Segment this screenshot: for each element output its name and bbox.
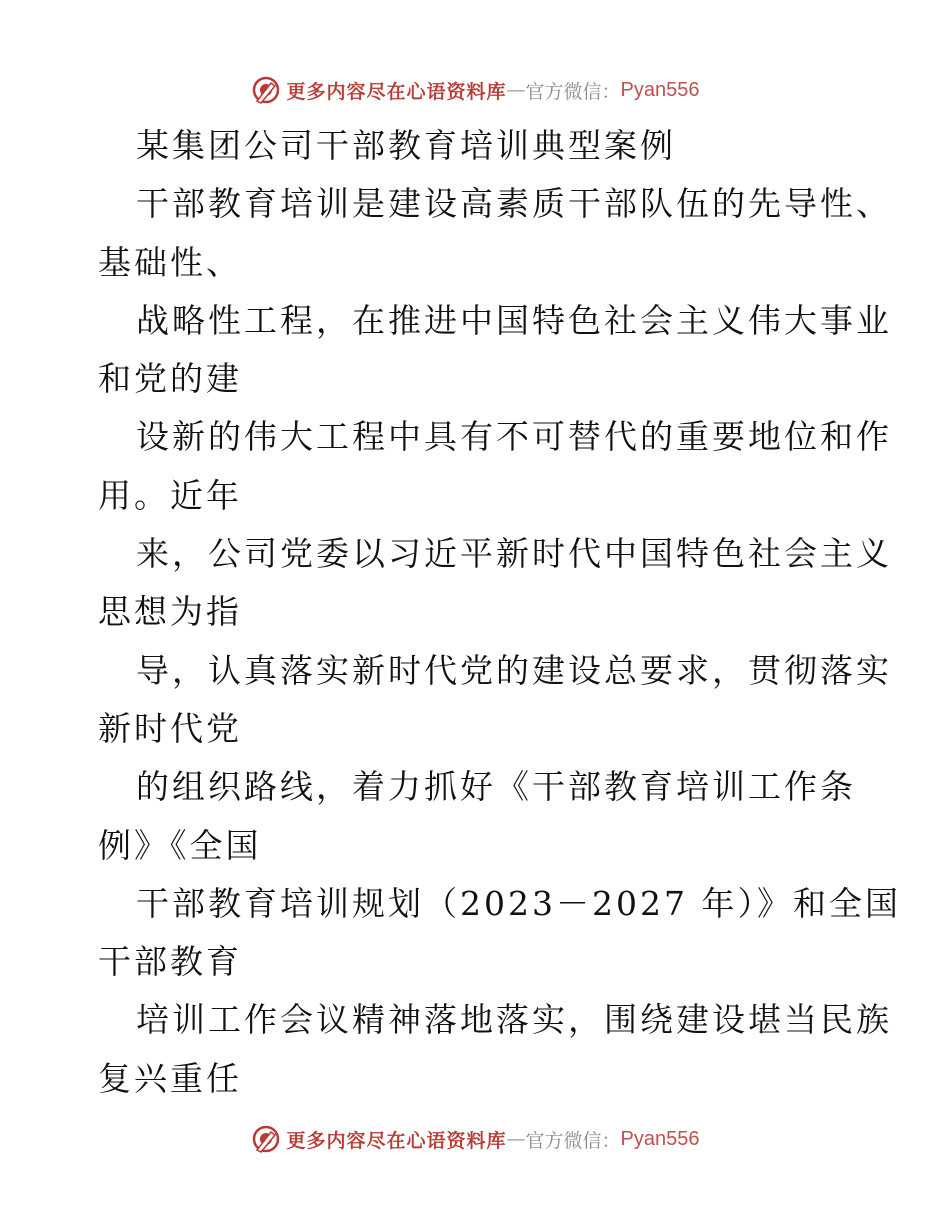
paragraph-line: 例》《全国 (98, 825, 262, 865)
paragraph-line: 的组织路线，着力抓好《干部教育培训工作条 (136, 767, 856, 807)
banner-dash: — (506, 79, 526, 101)
wechat-label: 官方微信： (525, 1129, 621, 1152)
paragraph-line: 战略性工程，在推进中国特色社会主义伟大事业 (136, 300, 892, 340)
pen-logo-icon (251, 1124, 281, 1154)
banner-dash: — (506, 1128, 526, 1150)
wechat-id: Pyan556 (620, 1127, 700, 1150)
paragraph-line: 基础性、 (98, 242, 242, 282)
wechat-label: 官方微信： (525, 80, 621, 103)
paragraph-line: 复兴重任 (98, 1058, 242, 1098)
paragraph-line: 干部教育培训规划（2023－2027 年）》和全国 (136, 883, 901, 923)
wechat-id: Pyan556 (620, 78, 700, 101)
paragraph-line: 导，认真落实新时代党的建设总要求，贯彻落实 (136, 650, 892, 690)
paragraph-line: 干部教育培训是建设高素质干部队伍的先导性、 (136, 184, 892, 224)
promo-text: 更多内容尽在心语资料库 (286, 1129, 507, 1152)
paragraph-line: 干部教育 (98, 942, 242, 982)
paragraph-line: 来，公司党委以习近平新时代中国特色社会主义 (136, 534, 892, 574)
footer-watermark-banner (0, 1119, 950, 1159)
paragraph-line: 设新的伟大工程中具有不可替代的重要地位和作 (136, 417, 892, 457)
paragraph-line: 和党的建 (98, 359, 242, 399)
paragraph-line: 用。近年 (98, 475, 242, 515)
header-watermark-banner (0, 70, 950, 110)
paragraph-line: 思想为指 (98, 592, 242, 632)
document-body (98, 117, 901, 1108)
pen-logo-icon (251, 75, 281, 105)
document-title: 某集团公司干部教育培训典型案例 (136, 126, 676, 165)
promo-text: 更多内容尽在心语资料库 (286, 80, 507, 103)
paragraph-line: 新时代党 (98, 708, 242, 748)
paragraph-line: 培训工作会议精神落地落实，围绕建设堪当民族 (136, 1000, 892, 1040)
